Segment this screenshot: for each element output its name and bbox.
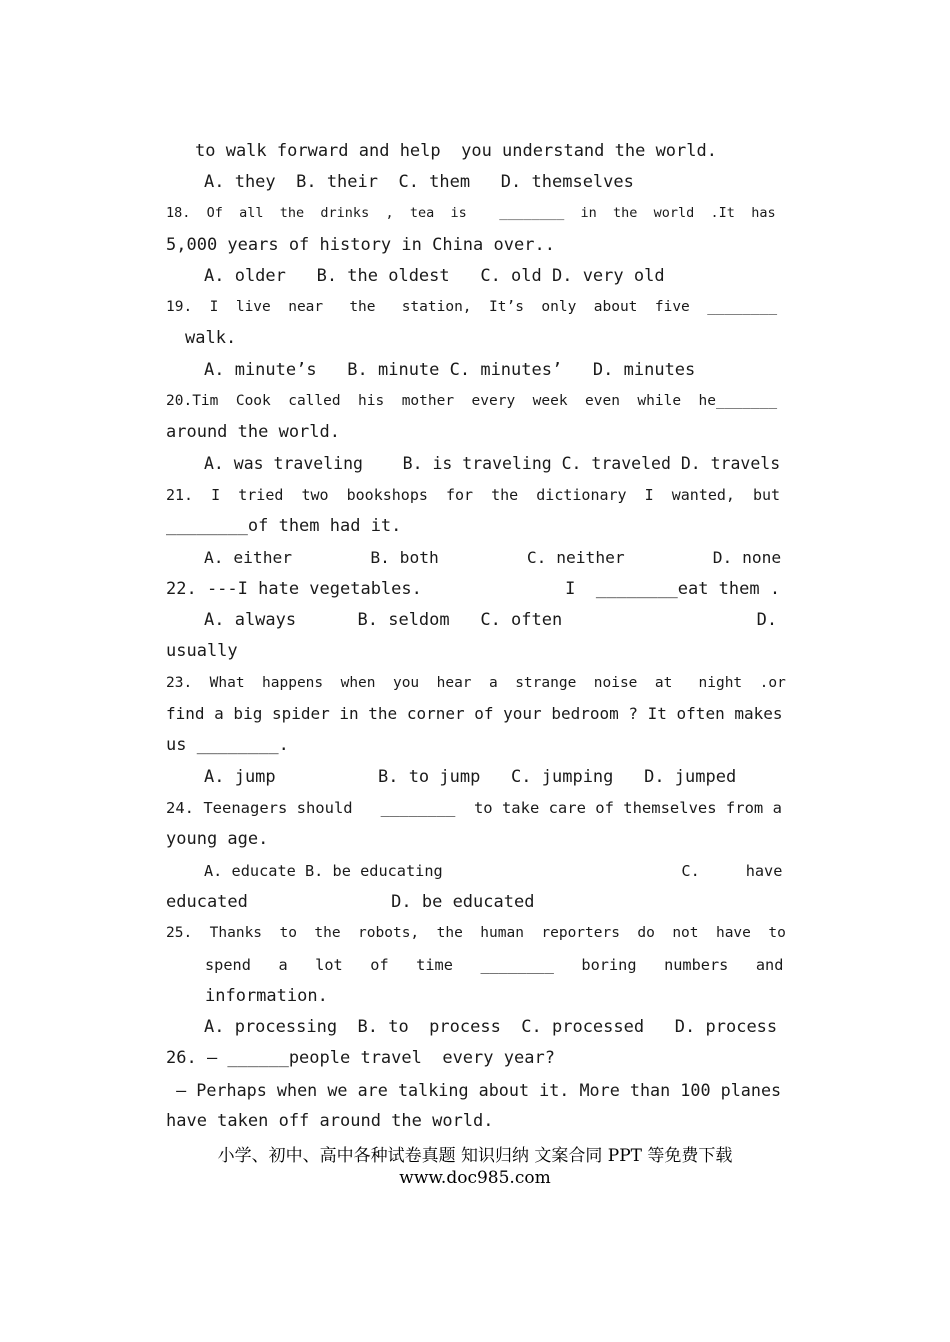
text-line: have taken off around the world. bbox=[166, 1111, 494, 1131]
footer-promo-text: 小学、初中、高中各种试卷真题 知识归纳 文案合同 PPT 等免费下载 bbox=[217, 1146, 733, 1166]
text-line: walk. bbox=[185, 328, 237, 348]
text-line: spend a lot of time ________ boring numbers and bbox=[205, 956, 784, 974]
options-line: A. they B. their C. them D. themselves bbox=[204, 172, 634, 192]
options-line: A. minute’s B. minute C. minutes’ D. minutes bbox=[204, 360, 696, 380]
question-23: 23. What happens when you hear a strange noise at night .or bbox=[166, 675, 786, 691]
footer-url: www.doc985.com bbox=[399, 1168, 551, 1188]
question-18: 18. Of all the drinks , tea is ________ in the world .It has bbox=[166, 205, 776, 221]
text-line: 5,000 years of history in China over.. bbox=[166, 235, 555, 255]
text-line: usually bbox=[166, 641, 238, 661]
text-line: ________of them had it. bbox=[166, 516, 402, 536]
question-22: 22. ---I hate vegetables. I ________eat them . bbox=[166, 579, 781, 599]
question-26: 26. — ______people travel every year? bbox=[166, 1048, 555, 1068]
text-line: us ________. bbox=[166, 735, 289, 755]
text-line: around the world. bbox=[166, 422, 340, 442]
text-line: — Perhaps when we are talking about it. More than 100 planes bbox=[166, 1080, 782, 1100]
text-line: educated D. be educated bbox=[166, 892, 535, 912]
options-line: A. either B. both C. neither D. none bbox=[204, 548, 782, 567]
text-line: to walk forward and help you understand the world. bbox=[195, 141, 717, 161]
options-line: A. always B. seldom C. often D. bbox=[204, 610, 778, 630]
question-19: 19. I live near the station, It’s only about five ________ bbox=[166, 299, 778, 315]
options-line: A. was traveling B. is traveling C. traveled D. travels bbox=[204, 454, 781, 473]
options-line: A. processing B. to process C. processed D. process bbox=[204, 1017, 778, 1037]
options-line: A. jump B. to jump C. jumping D. jumped bbox=[204, 767, 737, 787]
options-line: A. educate B. be educating C. have bbox=[204, 862, 783, 880]
text-line: information. bbox=[205, 986, 328, 1006]
text-line: young age. bbox=[166, 829, 269, 849]
question-21: 21. I tried two bookshops for the dictionary I wanted, but bbox=[166, 486, 781, 504]
question-20: 20.Tim Cook called his mother every week even while he_______ bbox=[166, 393, 778, 409]
options-line: A. older B. the oldest C. old D. very old bbox=[204, 266, 665, 286]
text-line: find a big spider in the corner of your bedroom ? It often makes bbox=[166, 704, 783, 723]
question-25: 25. Thanks to the robots, the human reporters do not have to bbox=[166, 925, 786, 941]
question-24: 24. Teenagers should ________ to take care of themselves from a bbox=[166, 799, 782, 817]
